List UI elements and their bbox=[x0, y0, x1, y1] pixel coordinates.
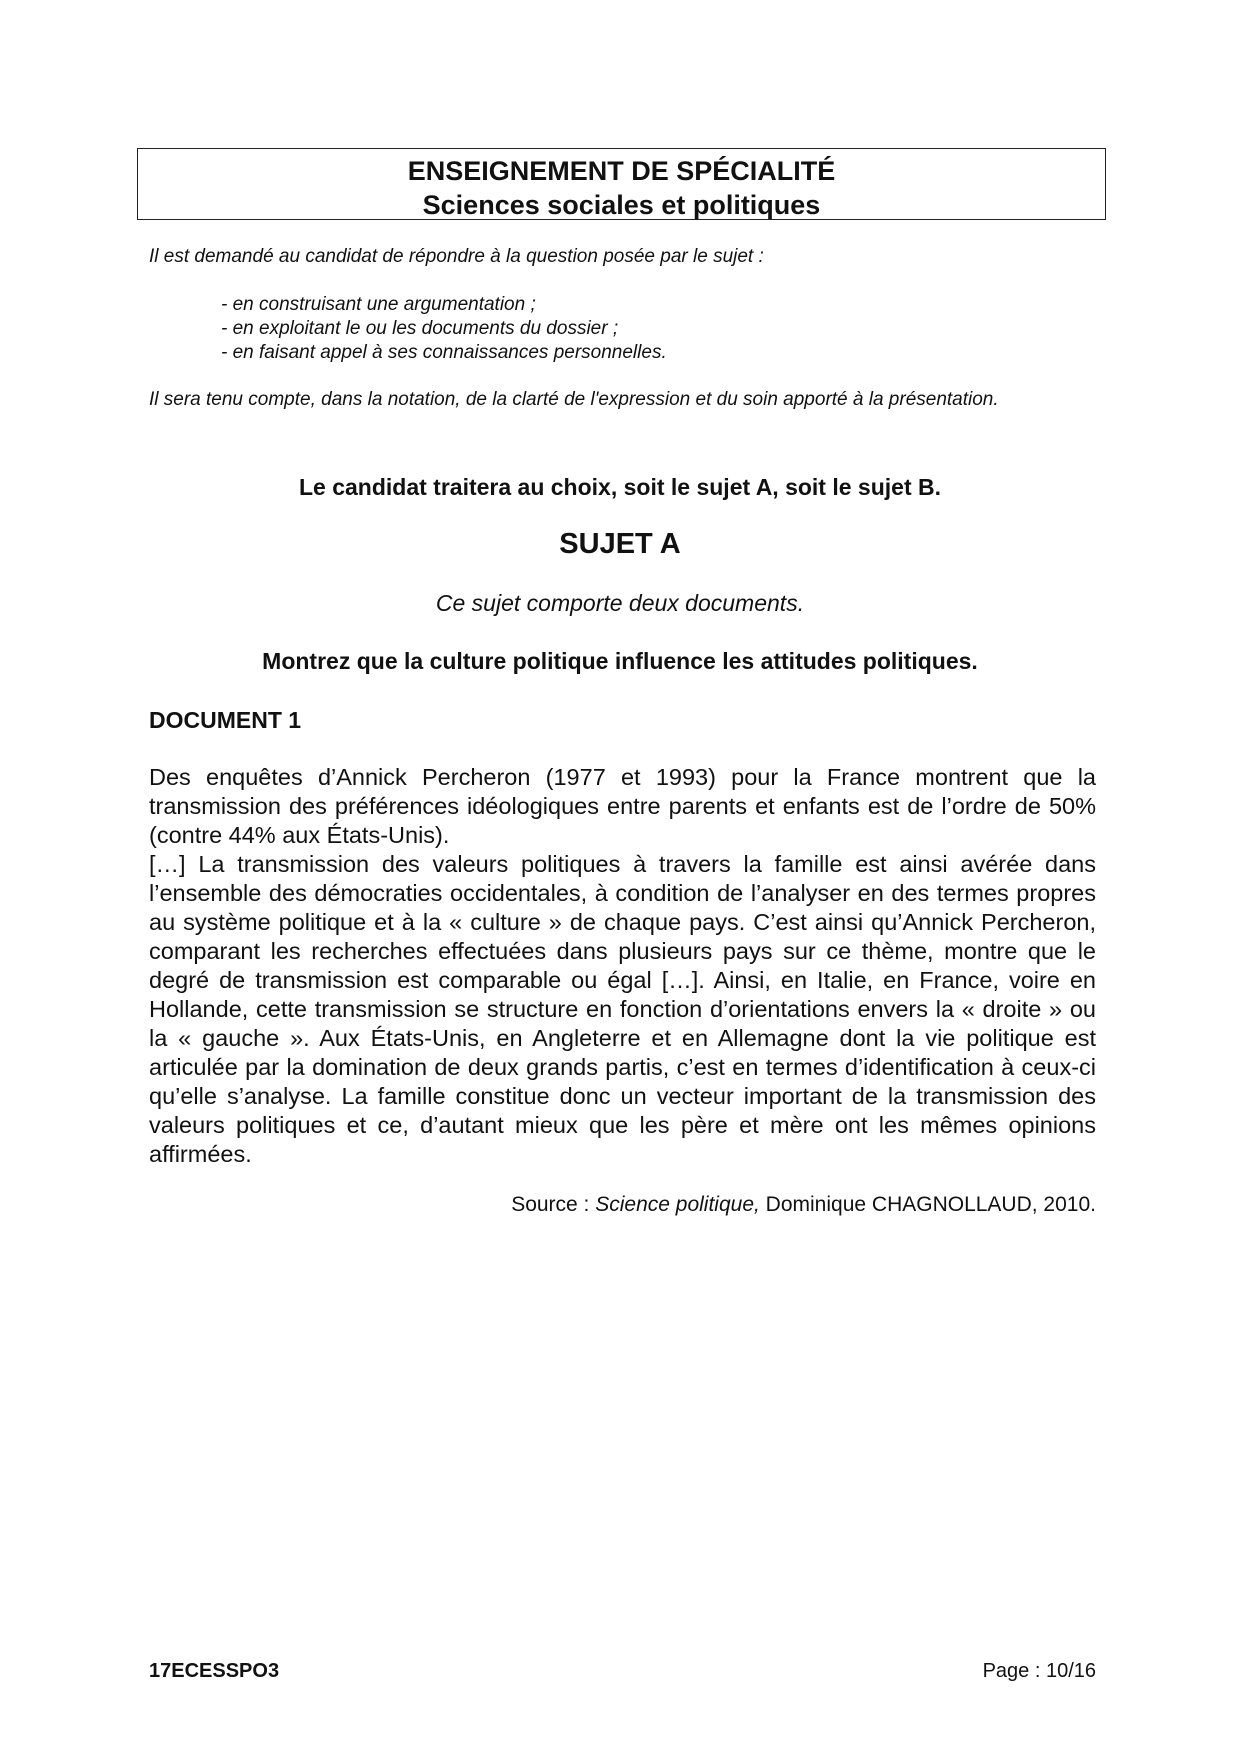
header-box bbox=[137, 148, 1106, 220]
instructions-intro: Il est demandé au candidat de répondre à la question posée par le sujet : bbox=[149, 246, 764, 267]
subject-title: SUJET A bbox=[559, 528, 681, 560]
subject-document-count: Ce sujet comporte deux documents. bbox=[435, 590, 805, 616]
source-prefix: Source : bbox=[511, 1193, 596, 1216]
document-paragraph: Des enquêtes d’Annick Percheron (1977 et 1993) pour la France montrent que la transmission des préférences idéologiques entre parents et enfants est de l’ordre de 50% (contre 44% aux États-Unis). bbox=[149, 764, 1096, 848]
document-paragraph: […] La transmission des valeurs politiques à travers la famille est ainsi avérée dans l’ensemble des démocraties occidentales, à condition de l’analyser en des termes propres au système politique et à la « culture » de chaque pays. C’est ainsi qu’Annick Percheron, comparant les recherches effectuées dans plusieurs pays sur ce thème, montre que le degré de transmission est comparable ou égal […]. Ainsi, en Italie, en France, voire en Hollande, cette transmission se structure en fonction d’orientations envers la « droite » ou la « gauche ». Aux États-Unis, en Angleterre et en Allemagne dont la vie politique est articulée par la domination de deux grands partis, c’est en termes d’identification à ceux-ci qu’elle s’analyse. La famille constitue donc un vecteur important de la transmission des valeurs politiques et ce, d’autant mieux que les père et mère ont les mêmes opinions affirmées. bbox=[149, 851, 1096, 1167]
document-body bbox=[149, 763, 1096, 1169]
document-title: DOCUMENT 1 bbox=[149, 707, 302, 733]
instruction-item: - en construisant une argumentation ; bbox=[221, 294, 536, 315]
source-author-year: Dominique CHAGNOLLAUD, 2010. bbox=[759, 1193, 1096, 1216]
footer-exam-code: 17ECESSPO3 bbox=[149, 1660, 280, 1682]
header-subtitle: Sciences sociales et politiques bbox=[422, 190, 821, 220]
document-source bbox=[511, 1193, 1096, 1217]
source-work: Science politique, bbox=[595, 1193, 760, 1216]
instruction-item: - en faisant appel à ses connaissances personnelles. bbox=[221, 342, 667, 363]
instructions-note: Il sera tenu compte, dans la notation, de la clarté de l'expression et du soin apporté à la présentation. bbox=[149, 389, 999, 410]
instruction-item: - en exploitant le ou les documents du dossier ; bbox=[221, 318, 619, 339]
header-title: ENSEIGNEMENT DE SPÉCIALITÉ bbox=[407, 156, 836, 186]
subject-choice: Le candidat traitera au choix, soit le sujet A, soit le sujet B. bbox=[298, 474, 942, 500]
subject-question: Montrez que la culture politique influence les attitudes politiques. bbox=[262, 648, 978, 674]
instructions-list bbox=[221, 293, 667, 365]
footer-page-number: Page : 10/16 bbox=[982, 1660, 1096, 1682]
